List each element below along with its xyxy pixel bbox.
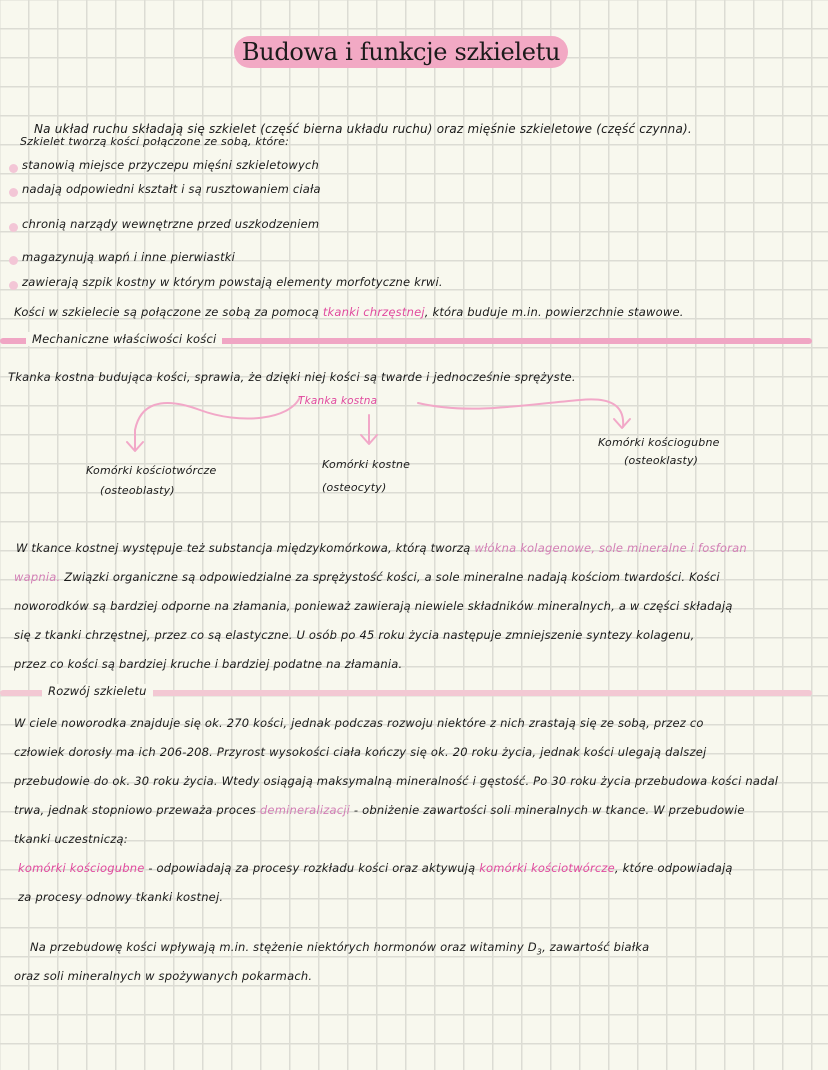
closing-l1-text: Na przebudowę kości wpływają m.in. stężenie niektórych hormonów oraz witaminy xyxy=(30,940,524,954)
function-item: chronią narządy wewnętrzne przed uszkodzeniem xyxy=(22,217,320,231)
diagram-right-latin: (osteoklasty) xyxy=(624,454,699,467)
connection-before: Kości w szkielecie są połączone ze sobą za pomocą xyxy=(14,305,319,319)
function-item: nadają odpowiedni kształt i są rusztowaniem ciała xyxy=(22,182,321,196)
function-item: zawierają szpik kostny w którym powstają elementy morfotyczne krwi. xyxy=(22,275,443,289)
highlight-term: komórki kościogubne xyxy=(18,861,145,875)
section2-line-6 xyxy=(18,861,733,875)
diagram-left-name: Komórki kościotwórcze xyxy=(86,464,217,477)
diagram-center-name: Komórki kostne xyxy=(322,458,411,471)
function-item: magazynują wapń i inne pierwiastki xyxy=(22,250,236,264)
highlight-term: demineralizacji xyxy=(259,803,351,817)
p2-l2-text: Związki organiczne są odpowiedzialne za sprężystość kości, a sole mineralne nadają kościom twardości. Kości xyxy=(64,570,720,584)
paragraph2-line-2 xyxy=(14,570,720,584)
section2-line-3: przebudowie do ok. 30 roku życia. Wtedy osiągają maksymalną mineralność i gęstość. Po 30 roku życia przebudowa kości nadal xyxy=(14,774,779,788)
s2-l4-after: - obniżenie zawartości soli mineralnych w tkance. W przebudowie xyxy=(353,803,745,817)
section2-line-5: tkanki uczestniczą: xyxy=(14,832,128,846)
bullet-dot xyxy=(9,256,18,265)
paragraph2-line-4: się z tkanki chrzęstnej, przez co są elastyczne. U osób po 45 roku życia następuje zmniejszenie syntezy kolagenu, xyxy=(14,628,695,642)
paragraph2-line-5: przez co kości są bardziej kruche i bardziej podatne na złamania. xyxy=(14,657,403,671)
highlight-term: wapnia. xyxy=(14,570,61,584)
connection-after: , która buduje m.in. powierzchnie stawowe. xyxy=(424,305,684,319)
bullet-dot xyxy=(9,281,18,290)
section-heading: Mechaniczne właściwości kości xyxy=(26,332,222,346)
bullet-dot xyxy=(9,164,18,173)
section2-line-7: za procesy odnowy tkanki kostnej. xyxy=(18,890,224,904)
section2-line-1: W ciele noworodka znajduje się ok. 270 kości, jednak podczas rozwoju niektóre z nich zrastają się ze sobą, przez co xyxy=(14,716,704,730)
paragraph2-line-1 xyxy=(16,541,747,555)
vitamin-d: D xyxy=(527,940,537,954)
bullet-dot xyxy=(9,188,18,197)
section2-line-4 xyxy=(14,803,745,817)
page-title: Budowa i funkcje szkieletu xyxy=(241,38,561,66)
closing-l1-after: , zawartość białka xyxy=(542,940,650,954)
bullet-dot xyxy=(9,223,18,232)
highlight-term: tkanki chrzęstnej xyxy=(322,305,425,319)
function-item: stanowią miejsce przyczepu mięśni szkieletowych xyxy=(22,158,320,172)
diagram-center-latin: (osteocyty) xyxy=(322,481,387,494)
title-highlight xyxy=(234,36,568,68)
diagram-right-name: Komórki kościogubne xyxy=(598,436,720,449)
diagram-left-latin: (osteoblasty) xyxy=(100,484,175,497)
vitamin-subscript: 3 xyxy=(536,947,543,957)
s2-l6-after: , które odpowiadają xyxy=(614,861,733,875)
connection-text xyxy=(14,305,684,319)
s2-l4-text: trwa, jednak stopniowo przeważa proces xyxy=(14,803,257,817)
intro-line-1: Na układ ruchu składają się szkielet (część bierna układu ruchu) oraz mięśnie szkieletowe (część czynna). xyxy=(34,122,692,136)
closing-line-2: oraz soli mineralnych w spożywanych pokarmach. xyxy=(14,969,313,983)
diagram-root: Tkanka kostna xyxy=(298,395,378,407)
paragraph2-line-3: noworodków są bardziej odporne na złamania, ponieważ zawierają niewiele składników mineralnych, a w części składają xyxy=(14,599,733,613)
intro-line-2: Szkielet tworzą kości połączone ze sobą, które: xyxy=(20,135,290,148)
closing-line-1 xyxy=(30,940,649,956)
section2-line-2: człowiek dorosły ma ich 206-208. Przyrost wysokości ciała kończy się ok. 20 roku życia, jednak kości ulegają dalszej xyxy=(14,745,707,759)
s2-l6-mid: - odpowiadają za procesy rozkładu kości oraz aktywują xyxy=(148,861,476,875)
highlight-term: włókna kolagenowe, sole mineralne i fosforan xyxy=(474,541,747,555)
highlight-term: komórki kościotwórcze xyxy=(479,861,615,875)
section-heading: Rozwój szkieletu xyxy=(42,684,153,698)
section1-intro: Tkanka kostna budująca kości, sprawia, że dzięki niej kości są twarde i jednocześnie sprężyste. xyxy=(8,370,576,384)
p2-l1-text: W tkance kostnej występuje też substancja międzykomórkowa, którą tworzą xyxy=(16,541,471,555)
